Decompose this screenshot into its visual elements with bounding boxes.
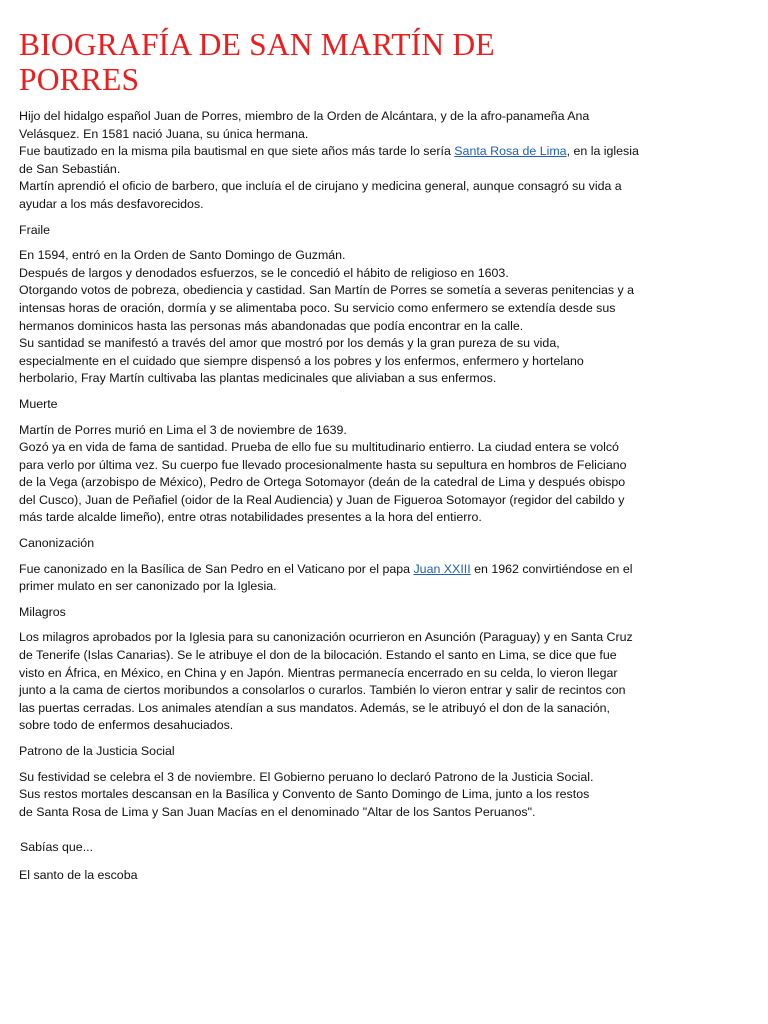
milagros-paragraph [19, 629, 744, 735]
milagros-line: las puertas cerradas. Los animales atendían a sus mandatos. Además, se le atribuyó el don de la sanación, [19, 700, 610, 715]
intro-line: Velásquez. En 1581 nació Juana, su única hermana. [19, 126, 309, 141]
intro-text: , en la iglesia [566, 144, 639, 159]
section-heading-escoba: El santo de la escoba [19, 867, 138, 882]
patrono-line: Su festividad se celebra el 3 de noviembre. El Gobierno peruano lo declaró Patrono de la Justicia Social. [19, 769, 594, 784]
milagros-line: visto en África, en México, en China y en Japón. Mientras permanecía encerrado en su celda, lo vieron llegar [19, 665, 618, 680]
fraile-line: Su santidad se manifestó a través del amor que mostró por los demás y la gran pureza de su vida, [19, 336, 560, 351]
santa-rosa-link[interactable]: Santa Rosa de Lima [454, 144, 567, 159]
patrono-paragraph [19, 769, 744, 822]
section-canonizacion [19, 535, 744, 596]
intro-line: de San Sebastián. [19, 161, 121, 176]
muerte-line: Gozó ya en vida de fama de santidad. Prueba de ello fue su multitudinario entierro. La ciudad entera se volcó [19, 440, 619, 455]
muerte-line: más tarde alcalde limeño), entre otras notabilidades presentes a la hora del entierro. [19, 510, 482, 525]
milagros-line: sobre todo de enfermos desahuciados. [19, 718, 234, 733]
fraile-line: Después de largos y denodados esfuerzos, se le concedió el hábito de religioso en 1603. [19, 265, 509, 280]
muerte-line: Martín de Porres murió en Lima el 3 de noviembre de 1639. [19, 422, 347, 437]
section-heading-fraile: Fraile [19, 222, 50, 237]
juan-xxiii-link[interactable]: Juan XXIII [413, 561, 471, 576]
canonizacion-text: en 1962 convirtiéndose en el [470, 561, 633, 576]
intro-line: ayudar a los más desfavorecidos. [19, 196, 204, 211]
title-line-1: BIOGRAFÍA DE SAN MARTÍN DE [19, 27, 495, 62]
section-sabias [20, 839, 744, 857]
intro-line: Martín aprendió el oficio de barbero, que incluía el de cirujano y medicina general, aunque consagró su vida a [19, 179, 622, 194]
section-heading-sabias: Sabías que... [20, 840, 94, 855]
fraile-line: Otorgando votos de pobreza, obediencia y castidad. San Martín de Porres se sometía a severas penitencias y a [19, 283, 635, 298]
page-title [19, 27, 744, 97]
milagros-line: Los milagros aprobados por la Iglesia para su canonización ocurrieron en Asunción (Paraguay) y en Santa Cruz [19, 630, 633, 645]
section-heading-milagros: Milagros [19, 604, 66, 619]
milagros-line: de Tenerife (Islas Canarias). Se le atribuye el don de la bilocación. Estando el santo en Lima, se dice que fue [19, 648, 617, 663]
canonizacion-line [19, 561, 744, 579]
document-page [19, 27, 744, 885]
section-fraile [19, 222, 744, 388]
muerte-line: de la Vega (arzobispo de México), Pedro de Ortega Sotomayor (deán de la catedral de Lima y después obispo [19, 475, 626, 490]
title-line-2: PORRES [19, 62, 140, 97]
section-escoba [19, 867, 744, 885]
intro-text: Fue bautizado en la misma pila bautismal en que siete años más tarde lo sería [19, 144, 455, 159]
muerte-line: para verlo por última vez. Su cuerpo fue llevado procesionalmente hasta su sepultura en hombros de Feliciano [19, 457, 627, 472]
patrono-line: Sus restos mortales descansan en la Basílica y Convento de Santo Domingo de Lima, junto a los restos [19, 787, 590, 802]
intro-paragraph [19, 108, 744, 214]
fraile-line: hermanos dominicos hasta las personas más abandonadas que podía encontrar en la calle. [19, 318, 524, 333]
canonizacion-paragraph [19, 561, 744, 596]
intro-line: Hijo del hidalgo español Juan de Porres, miembro de la Orden de Alcántara, y de la afro-panameña Ana [19, 109, 590, 123]
muerte-line: del Cusco), Juan de Peñafiel (oidor de la Real Audiencia) y Juan de Figueroa Sotomayor (regidor del cabildo y [19, 492, 625, 507]
fraile-line: herbolario, Fray Martín cultivaba las plantas medicinales que aliviaban a sus enfermos. [19, 371, 497, 386]
canonizacion-text: Fue canonizado en la Basílica de San Pedro en el Vaticano por el papa [19, 561, 414, 576]
fraile-paragraph [19, 247, 744, 388]
section-muerte [19, 396, 744, 527]
muerte-paragraph [19, 422, 744, 528]
section-heading-canonizacion: Canonización [19, 536, 95, 551]
section-heading-muerte: Muerte [19, 396, 58, 411]
canonizacion-line: primer mulato en ser canonizado por la Iglesia. [19, 579, 277, 594]
section-milagros [19, 604, 744, 735]
section-heading-patrono: Patrono de la Justicia Social [19, 744, 175, 758]
section-patrono [19, 743, 744, 821]
intro-line [19, 143, 744, 161]
fraile-line: especialmente en el cuidado que siempre dispensó a los pobres y los enfermos, enfermero y hortelano [19, 353, 584, 368]
fraile-line: En 1594, entró en la Orden de Santo Domingo de Guzmán. [19, 248, 346, 263]
patrono-line: de Santa Rosa de Lima y San Juan Macías en el denominado "Altar de los Santos Peruanos". [19, 804, 536, 819]
fraile-line: intensas horas de oración, dormía y se alimentaba poco. Su servicio como enfermero se extendía desde sus [19, 300, 616, 315]
milagros-line: junto a la cama de ciertos moribundos a consolarlos o curarlos. También lo vieron entrar y salir de recintos con [19, 683, 626, 698]
